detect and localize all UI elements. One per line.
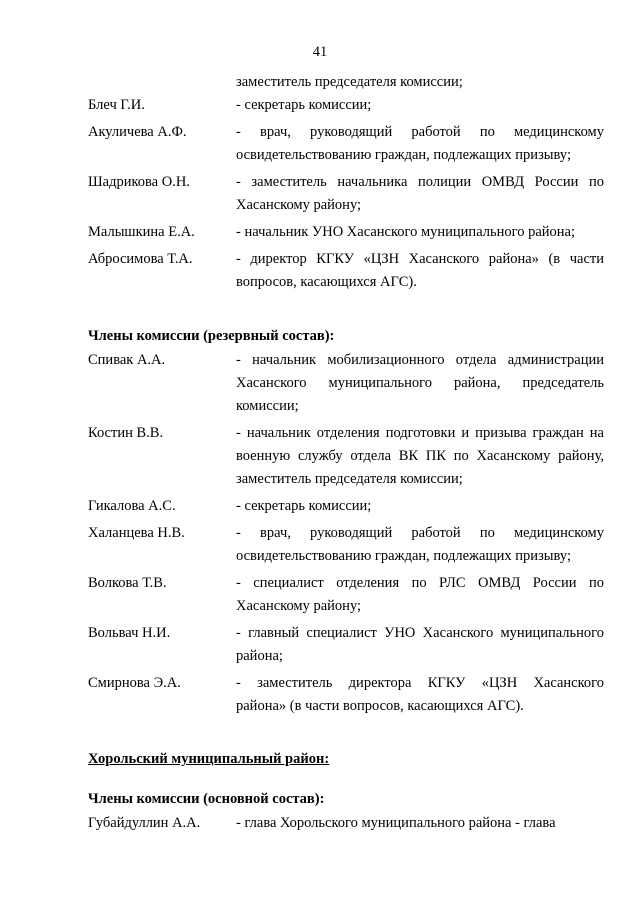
member-role-line: - начальник УНО Хасанского муниципального района; xyxy=(236,224,575,240)
member-role-line: Хасанскому району; xyxy=(236,197,362,213)
heading-reserve-members: Члены комиссии (резервный состав): xyxy=(88,328,335,344)
member-role-line: освидетельствованию граждан, подлежащих призыву; xyxy=(236,548,571,564)
member-row xyxy=(88,349,604,418)
member-name: Смирнова Э.А. xyxy=(88,675,181,691)
member-row xyxy=(88,171,604,217)
member-row xyxy=(88,495,604,518)
heading-main-members: Члены комиссии (основной состав): xyxy=(88,791,325,807)
member-role xyxy=(236,221,604,244)
member-role-line: освидетельствованию граждан, подлежащих призыву; xyxy=(236,147,571,163)
member-name: Губайдуллин А.А. xyxy=(88,815,201,831)
member-name: Шадрикова О.Н. xyxy=(88,174,190,190)
member-role xyxy=(236,522,604,568)
member-row xyxy=(88,121,604,167)
members-list-main-hasan xyxy=(88,94,604,294)
member-role-line: - секретарь комиссии; xyxy=(236,97,372,113)
member-role-line: комиссии; xyxy=(236,398,299,414)
member-role-line: района» (в части вопросов, касающихся АГС). xyxy=(236,698,524,714)
member-role-line: заместитель председателя комиссии; xyxy=(236,471,463,487)
member-role-line: - директор КГКУ «ЦЗН Хасанского района» (в части xyxy=(236,251,604,267)
member-row xyxy=(88,422,604,491)
member-role-line: - врач, руководящий работой по медицинскому xyxy=(236,124,604,140)
member-role xyxy=(236,812,604,835)
member-role-line: Хасанского муниципального района, председатель xyxy=(236,375,604,391)
member-role-line: - начальник отделения подготовки и призыва граждан на xyxy=(236,425,604,441)
member-role-line: военную службу отдела ВК ПК по Хасанскому району, xyxy=(236,448,604,464)
member-role xyxy=(236,495,604,518)
member-name: Абросимова Т.А. xyxy=(88,251,193,267)
member-role-line: - секретарь комиссии; xyxy=(236,498,372,514)
member-row xyxy=(88,572,604,618)
members-list-main-khorol xyxy=(88,812,604,835)
member-role-line: - начальник мобилизационного отдела администрации xyxy=(236,352,604,368)
member-name: Халанцева Н.В. xyxy=(88,525,185,541)
member-role-line: - заместитель начальника полиции ОМВД России по xyxy=(236,174,604,190)
member-row xyxy=(88,622,604,668)
member-role xyxy=(236,248,604,294)
members-list-reserve-hasan xyxy=(88,349,604,718)
member-row xyxy=(88,672,604,718)
member-row xyxy=(88,221,604,244)
member-role xyxy=(236,171,604,217)
page-number: 41 xyxy=(312,44,328,60)
member-role-line: - глава Хорольского муниципального района - глава xyxy=(236,815,556,831)
member-role xyxy=(236,672,604,718)
member-row xyxy=(88,812,604,835)
member-name: Вольвач Н.И. xyxy=(88,625,171,641)
member-role xyxy=(236,622,604,668)
member-role-line: вопросов, касающихся АГС). xyxy=(236,274,417,290)
member-role-line: Хасанскому району; xyxy=(236,598,362,614)
member-name: Акуличева А.Ф. xyxy=(88,124,187,140)
member-role xyxy=(236,349,604,418)
member-role-line: - врач, руководящий работой по медицинскому xyxy=(236,525,604,541)
member-name: Блеч Г.И. xyxy=(88,97,145,113)
member-role xyxy=(236,422,604,491)
member-name: Малышкина Е.А. xyxy=(88,224,195,240)
member-row xyxy=(88,94,604,117)
member-role-line: - главный специалист УНО Хасанского муниципального xyxy=(236,625,604,641)
member-row xyxy=(88,522,604,568)
member-row xyxy=(88,248,604,294)
member-name: Спивак А.А. xyxy=(88,352,166,368)
member-role-line: - специалист отделения по РЛС ОМВД России по xyxy=(236,575,604,591)
member-name: Волкова Т.В. xyxy=(88,575,167,591)
member-role xyxy=(236,121,604,167)
member-name: Гикалова А.С. xyxy=(88,498,176,514)
member-role-line: - заместитель директора КГКУ «ЦЗН Хасанского xyxy=(236,675,604,691)
member-name: Костин В.В. xyxy=(88,425,164,441)
continuation-line: заместитель председателя комиссии; xyxy=(236,74,463,90)
member-role xyxy=(236,572,604,618)
member-role-line: района; xyxy=(236,648,283,664)
heading-district-khorol: Хорольский муниципальный район: xyxy=(88,751,330,767)
member-role xyxy=(236,94,604,117)
